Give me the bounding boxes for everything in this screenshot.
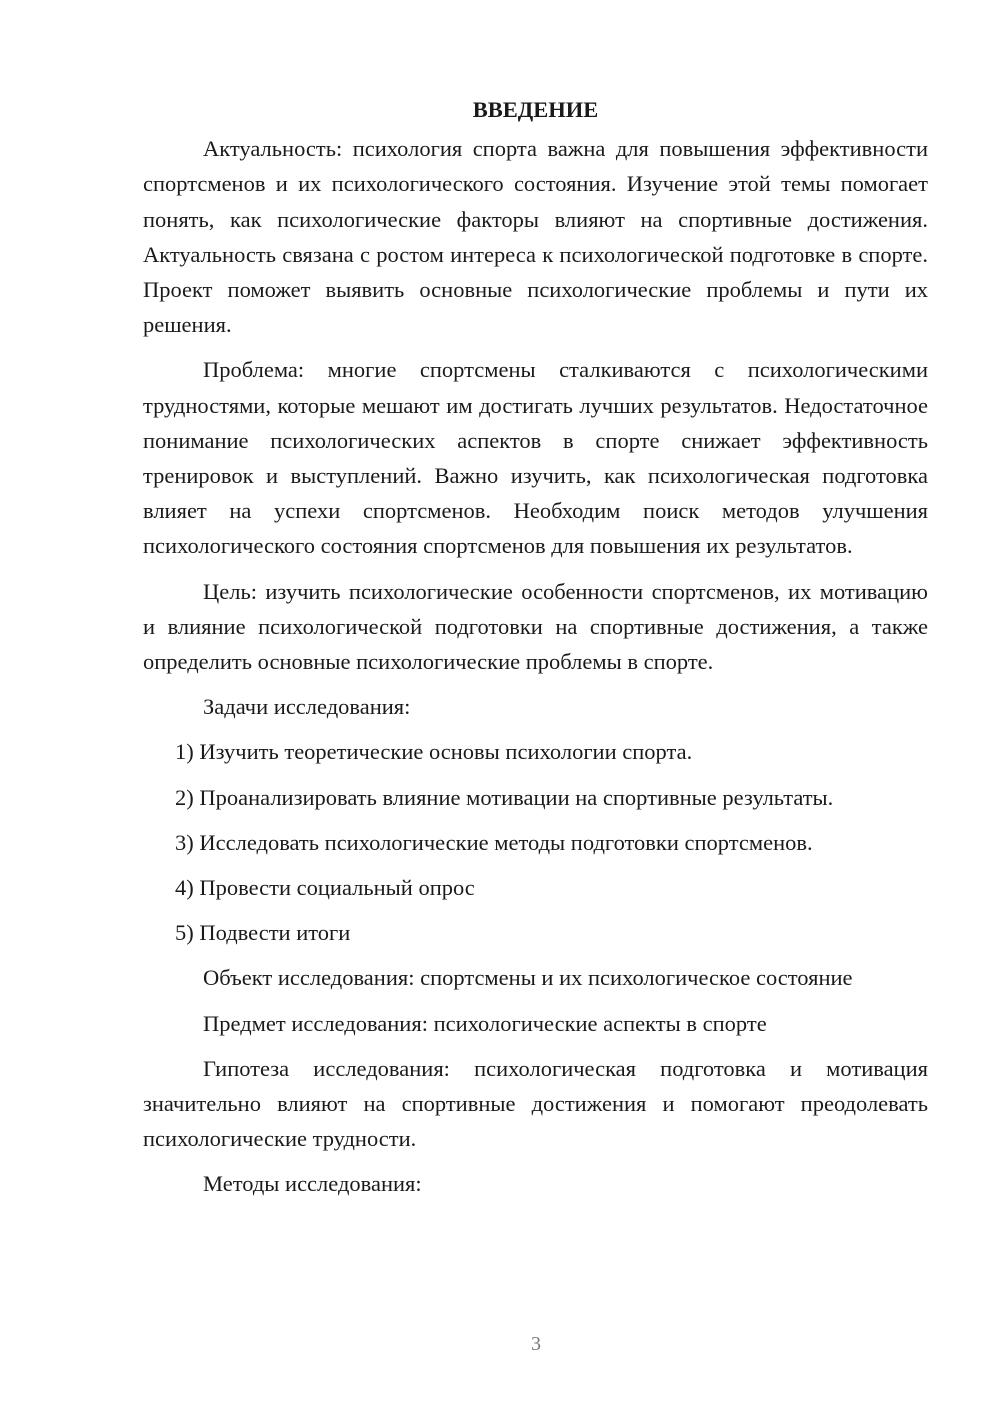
methods-heading: Методы исследования: bbox=[203, 1171, 422, 1197]
tasks-heading: Задачи исследования: bbox=[203, 694, 411, 720]
task-item-1: 1) Изучить теоретические основы психологии спорта. bbox=[175, 739, 693, 765]
tasks-list bbox=[143, 734, 928, 950]
task-item-5: 5) Подвести итоги bbox=[175, 920, 351, 946]
object-line: Объект исследования: спортсмены и их психологическое состояние bbox=[203, 965, 853, 991]
task-item-2: 2) Проанализировать влияние мотивации на спортивные результаты. bbox=[175, 784, 834, 810]
hypothesis-paragraph: Гипотеза исследования: психологическая подготовка и мотивация значительно влияют на спортивные достижения и помогают преодолевать психологические трудности. bbox=[143, 1055, 928, 1152]
section-title: ВВЕДЕНИЕ bbox=[472, 97, 599, 122]
task-item-4: 4) Провести социальный опрос bbox=[175, 875, 475, 901]
relevance-paragraph: Актуальность: психология спорта важна для повышения эффективности спортсменов и их психологического состояния. Изучение этой темы помогает понять, как психологические факторы влияют на спортивные достижения. Актуальность связана с ростом интереса к психологической подготовке в спорте. Проект поможет выявить основные психологические проблемы и пути их решения. bbox=[143, 136, 928, 338]
problem-paragraph: Проблема: многие спортсмены сталкиваются с психологическими трудностями, которые мешают им достигать лучших результатов. Недостаточное понимание психологических аспектов в спорте снижает эффективность тренировок и выступлений. Важно изучить, как психологическая подготовка влияет на успехи спортсменов. Необходим поиск методов улучшения психологического состояния спортсменов для повышения их результатов. bbox=[143, 357, 928, 559]
subject-line: Предмет исследования: психологические аспекты в спорте bbox=[203, 1010, 767, 1036]
page-number: 3 bbox=[531, 1333, 541, 1355]
document-body bbox=[143, 92, 928, 1212]
task-item-3: 3) Исследовать психологические методы подготовки спортсменов. bbox=[175, 829, 813, 855]
goal-paragraph: Цель: изучить психологические особенности спортсменов, их мотивацию и влияние психологической подготовки на спортивные достижения, а также определить основные психологические проблемы в спорте. bbox=[143, 578, 928, 675]
